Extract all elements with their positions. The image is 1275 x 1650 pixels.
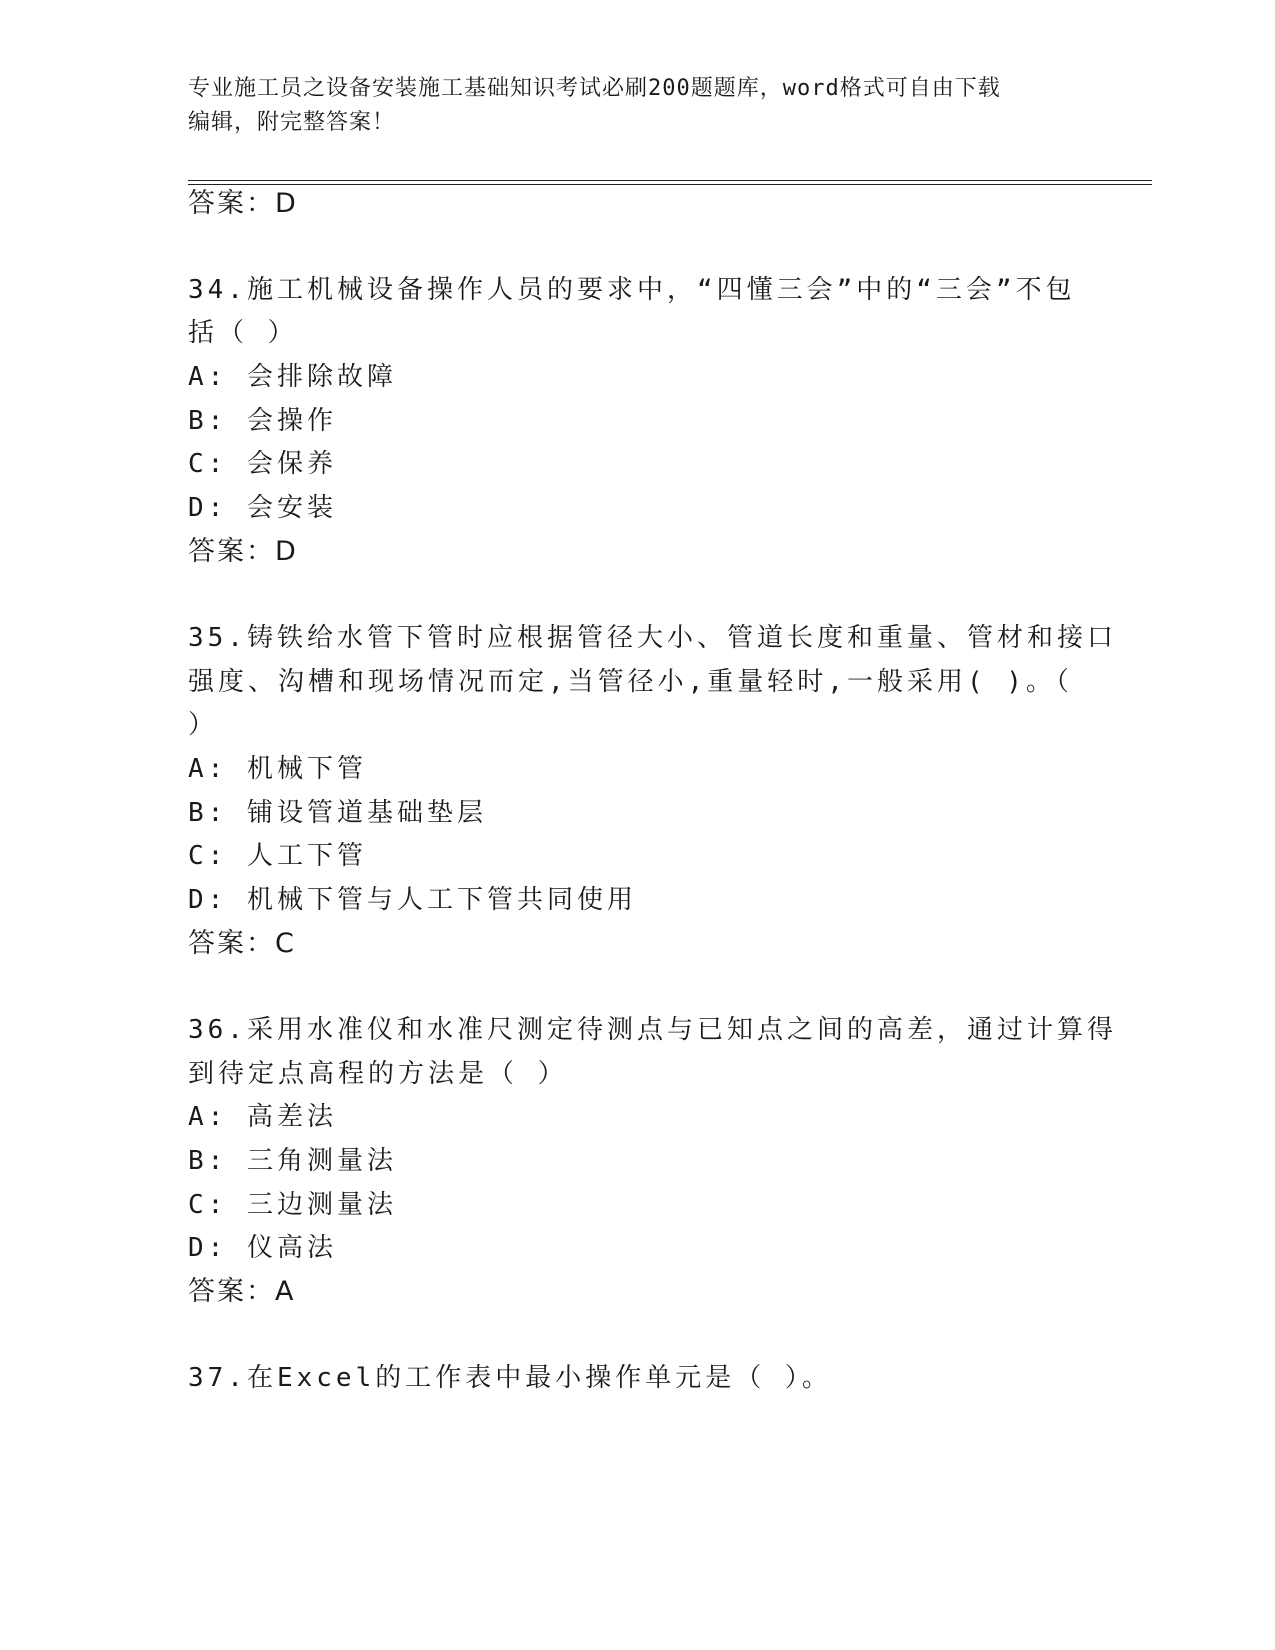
option-a: A: 高差法 (188, 1102, 337, 1132)
header-line-1: 专业施工员之设备安装施工基础知识考试必刷200题题库，word格式可自由下载 (188, 76, 1001, 101)
question-text: 37.在Excel的工作表中最小操作单元是（ ）。 (188, 1363, 832, 1393)
question-text: 到待定点高程的方法是（ ） (188, 1059, 568, 1089)
question-text: ） (188, 710, 219, 740)
option-c: C: 会保养 (188, 449, 337, 479)
option-d: D: 仪高法 (188, 1233, 337, 1263)
answer-line: 答案：A (188, 1276, 296, 1307)
option-b: B: 会操作 (188, 406, 337, 436)
option-c: C: 三边测量法 (188, 1190, 397, 1220)
answer-line: 答案：D (188, 188, 298, 219)
option-a: A: 机械下管 (188, 754, 367, 784)
header-line-2: 编辑，附完整答案！ (188, 110, 396, 135)
option-c: C: 人工下管 (188, 841, 367, 871)
question-text: 强度、沟槽和现场情况而定,当管径小,重量轻时,一般采用( )。（ (188, 667, 1073, 697)
option-d: D: 机械下管与人工下管共同使用 (188, 885, 637, 915)
question-text: 36.采用水准仪和水准尺测定待测点与已知点之间的高差，通过计算得 (188, 1015, 1117, 1045)
question-text: 35.铸铁给水管下管时应根据管径大小、管道长度和重量、管材和接口 (188, 623, 1117, 653)
header-divider (188, 184, 1152, 185)
document-header (188, 72, 1088, 140)
answer-line: 答案：C (188, 928, 296, 959)
option-b: B: 铺设管道基础垫层 (188, 798, 487, 828)
option-d: D: 会安装 (188, 493, 337, 523)
question-text: 34.施工机械设备操作人员的要求中，“四懂三会”中的“三会”不包 (188, 275, 1076, 305)
answer-line: 答案：D (188, 536, 298, 567)
option-b: B: 三角测量法 (188, 1146, 397, 1176)
header-divider (188, 180, 1152, 181)
option-a: A: 会排除故障 (188, 362, 397, 392)
question-text: 括（ ） (188, 318, 298, 348)
